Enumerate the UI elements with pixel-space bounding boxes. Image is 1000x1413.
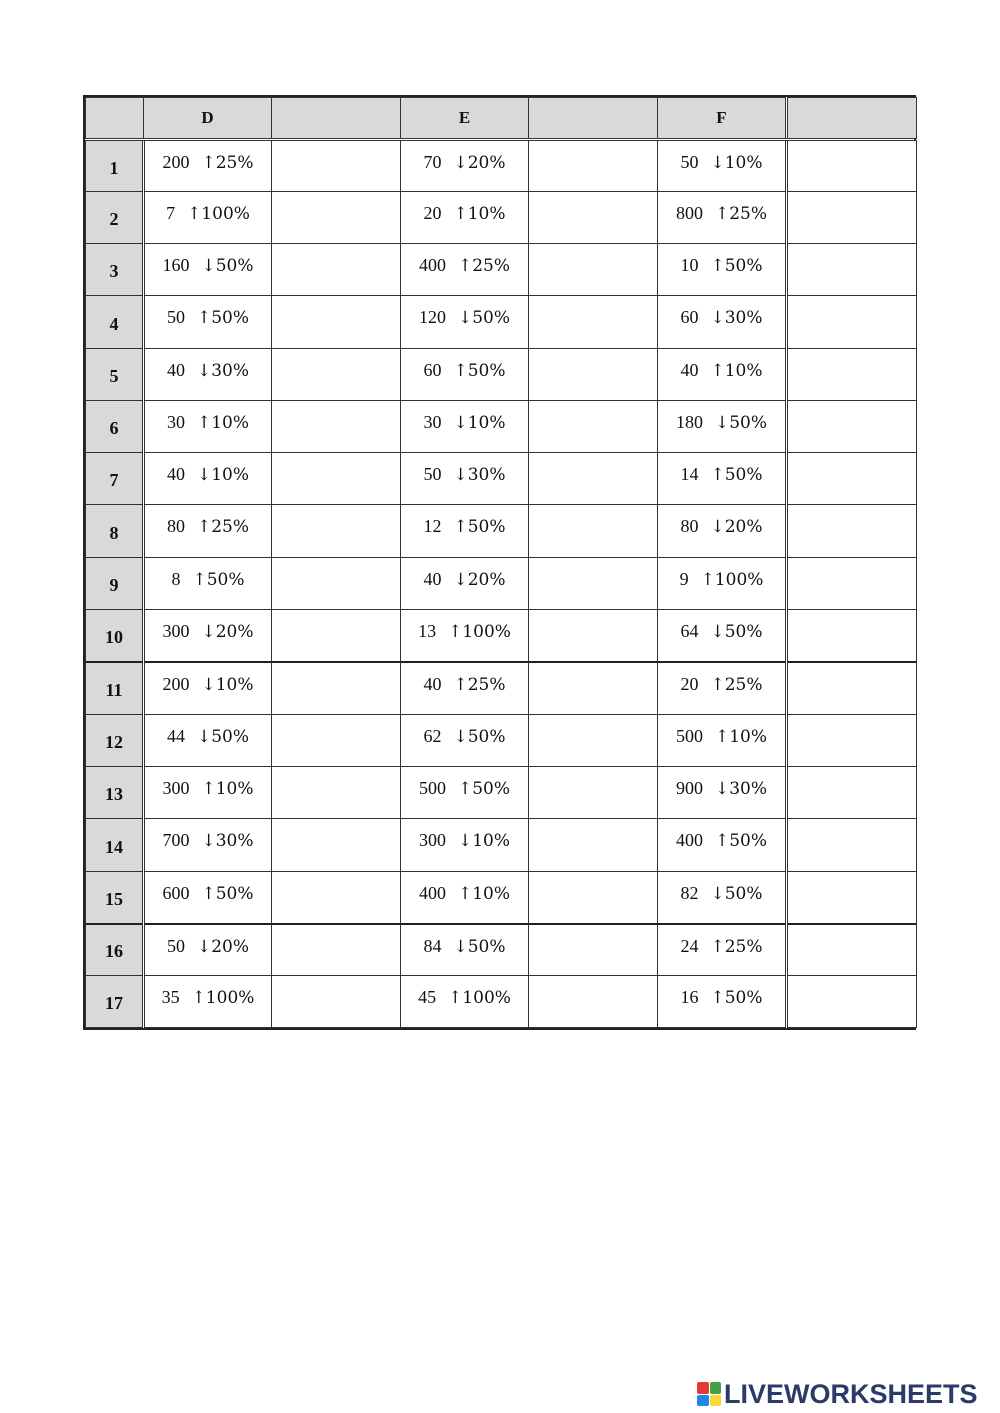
base-value: 200 <box>162 152 190 172</box>
question-cell-d <box>144 610 272 662</box>
percent-change: ↓10% <box>453 413 506 433</box>
answer-cell-e[interactable] <box>529 192 658 244</box>
logo-text: LIVEWORKSHEETS <box>724 1378 978 1409</box>
percent-change: ↑10% <box>196 413 250 433</box>
base-value: 82 <box>680 883 699 903</box>
base-value: 400 <box>675 830 703 850</box>
column-header-d-answer <box>272 98 401 140</box>
answer-cell-f[interactable] <box>787 244 917 296</box>
answer-cell-d[interactable] <box>272 715 401 767</box>
table-row <box>86 558 917 610</box>
percent-change: ↓20% <box>196 936 250 957</box>
answer-cell-e[interactable] <box>529 767 658 819</box>
base-value: 80 <box>680 516 699 536</box>
question-cell-e <box>401 558 529 610</box>
row-number: 12 <box>86 715 144 767</box>
base-value: 40 <box>166 360 185 380</box>
question-cell-d <box>144 924 272 976</box>
logo-mark-icon <box>697 1382 721 1406</box>
answer-cell-f[interactable] <box>787 767 917 819</box>
question-cell-e <box>401 924 529 976</box>
percent-change: ↓50% <box>457 308 511 328</box>
question-cell-f <box>658 349 787 401</box>
table-row <box>86 349 917 401</box>
base-value: 300 <box>162 621 190 641</box>
base-value: 64 <box>680 621 699 641</box>
worksheet-table <box>83 95 916 1030</box>
question-cell-e <box>401 505 529 558</box>
question-cell-f <box>658 453 787 505</box>
percent-change: ↓20% <box>710 517 763 537</box>
question-cell-d <box>144 872 272 924</box>
table-row <box>86 401 917 453</box>
percent-change: ↑25% <box>453 674 506 695</box>
answer-cell-d[interactable] <box>272 244 401 296</box>
table-row <box>86 662 917 715</box>
question-cell-f <box>658 924 787 976</box>
base-value: 160 <box>162 255 190 275</box>
row-number: 4 <box>86 296 144 349</box>
question-cell-e <box>401 192 529 244</box>
base-value: 700 <box>162 830 190 850</box>
base-value: 35 <box>161 987 180 1007</box>
answer-cell-d[interactable] <box>272 296 401 349</box>
question-cell-f <box>658 244 787 296</box>
answer-cell-d[interactable] <box>272 192 401 244</box>
question-cell-d <box>144 296 272 349</box>
base-value: 40 <box>423 673 442 694</box>
base-value: 400 <box>418 255 446 275</box>
question-cell-f <box>658 192 787 244</box>
percent-change: ↓30% <box>453 465 506 485</box>
liveworksheets-logo <box>697 1378 978 1410</box>
base-value: 16 <box>680 987 699 1007</box>
percent-change: ↓10% <box>457 831 511 851</box>
percent-change: ↑50% <box>710 465 763 485</box>
base-value: 900 <box>675 778 703 798</box>
row-number: 7 <box>86 453 144 505</box>
percent-change: ↑50% <box>457 779 511 799</box>
question-cell-d <box>144 558 272 610</box>
percent-change-grid <box>85 97 917 1028</box>
base-value: 300 <box>418 830 446 850</box>
row-number: 16 <box>86 924 144 976</box>
answer-cell-e[interactable] <box>529 872 658 924</box>
question-cell-f <box>658 872 787 924</box>
question-cell-f <box>658 296 787 349</box>
question-cell-e <box>401 244 529 296</box>
question-cell-d <box>144 819 272 872</box>
base-value: 9 <box>679 569 689 589</box>
column-header-f-answer <box>787 98 917 140</box>
base-value: 20 <box>680 673 699 694</box>
row-number: 1 <box>86 140 144 192</box>
percent-change: ↑50% <box>196 308 250 328</box>
base-value: 44 <box>166 726 185 746</box>
answer-cell-e[interactable] <box>529 610 658 662</box>
answer-cell-f[interactable] <box>787 453 917 505</box>
row-number: 9 <box>86 558 144 610</box>
base-value: 60 <box>423 360 442 380</box>
percent-change: ↓50% <box>453 727 506 747</box>
question-cell-d <box>144 244 272 296</box>
percent-change: ↑10% <box>710 361 763 381</box>
base-value: 30 <box>423 412 442 432</box>
question-cell-f <box>658 819 787 872</box>
percent-change: ↑25% <box>196 517 250 537</box>
percent-change: ↓50% <box>710 884 763 904</box>
table-row <box>86 872 917 924</box>
percent-change: ↑25% <box>201 153 254 173</box>
row-number: 14 <box>86 819 144 872</box>
base-value: 80 <box>166 516 185 536</box>
question-cell-f <box>658 140 787 192</box>
question-cell-d <box>144 662 272 715</box>
base-value: 13 <box>418 621 437 641</box>
answer-cell-e[interactable] <box>529 558 658 610</box>
column-header-e: E <box>401 98 529 140</box>
percent-change: ↓10% <box>201 674 254 695</box>
answer-cell-f[interactable] <box>787 715 917 767</box>
answer-cell-e[interactable] <box>529 453 658 505</box>
question-cell-d <box>144 349 272 401</box>
percent-change: ↓50% <box>201 256 254 276</box>
answer-cell-e[interactable] <box>529 976 658 1028</box>
answer-cell-f[interactable] <box>787 872 917 924</box>
question-cell-d <box>144 505 272 558</box>
question-cell-d <box>144 767 272 819</box>
base-value: 20 <box>423 203 442 223</box>
question-cell-f <box>658 662 787 715</box>
row-number: 6 <box>86 401 144 453</box>
answer-cell-f[interactable] <box>787 662 917 715</box>
answer-cell-d[interactable] <box>272 401 401 453</box>
question-cell-e <box>401 140 529 192</box>
answer-cell-e[interactable] <box>529 140 658 192</box>
percent-change: ↓30% <box>714 779 768 799</box>
table-row <box>86 819 917 872</box>
percent-change: ↑50% <box>710 988 763 1008</box>
base-value: 62 <box>423 726 442 746</box>
base-value: 45 <box>418 987 437 1007</box>
base-value: 12 <box>423 516 442 536</box>
percent-change: ↑100% <box>187 204 250 224</box>
percent-change: ↑10% <box>714 727 768 747</box>
answer-cell-f[interactable] <box>787 505 917 558</box>
column-header-e-answer <box>529 98 658 140</box>
base-value: 600 <box>162 883 190 903</box>
column-header-d: D <box>144 98 272 140</box>
base-value: 200 <box>162 673 190 694</box>
answer-cell-e[interactable] <box>529 505 658 558</box>
base-value: 50 <box>166 935 185 956</box>
base-value: 50 <box>423 464 442 484</box>
base-value: 800 <box>675 203 703 223</box>
table-row <box>86 296 917 349</box>
base-value: 70 <box>423 152 442 172</box>
row-number: 8 <box>86 505 144 558</box>
answer-cell-d[interactable] <box>272 349 401 401</box>
row-number: 3 <box>86 244 144 296</box>
answer-cell-e[interactable] <box>529 401 658 453</box>
question-cell-e <box>401 976 529 1028</box>
base-value: 30 <box>166 412 185 432</box>
question-cell-e <box>401 767 529 819</box>
base-value: 8 <box>171 569 181 589</box>
percent-change: ↑50% <box>714 831 768 851</box>
answer-cell-d[interactable] <box>272 767 401 819</box>
table-row <box>86 505 917 558</box>
percent-change: ↑100% <box>700 570 764 590</box>
answer-cell-d[interactable] <box>272 505 401 558</box>
base-value: 50 <box>166 307 185 327</box>
question-cell-d <box>144 976 272 1028</box>
answer-cell-d[interactable] <box>272 453 401 505</box>
table-row <box>86 610 917 662</box>
question-cell-f <box>658 976 787 1028</box>
table-row <box>86 715 917 767</box>
answer-cell-f[interactable] <box>787 192 917 244</box>
percent-change: ↓50% <box>714 413 768 433</box>
base-value: 10 <box>680 255 699 275</box>
question-cell-f <box>658 715 787 767</box>
answer-cell-d[interactable] <box>272 558 401 610</box>
row-number: 11 <box>86 662 144 715</box>
question-cell-f <box>658 767 787 819</box>
base-value: 50 <box>680 152 699 172</box>
table-row <box>86 453 917 505</box>
base-value: 180 <box>675 412 703 432</box>
question-cell-e <box>401 453 529 505</box>
base-value: 40 <box>166 464 185 484</box>
answer-cell-e[interactable] <box>529 662 658 715</box>
answer-cell-e[interactable] <box>529 244 658 296</box>
row-number: 2 <box>86 192 144 244</box>
percent-change: ↑50% <box>453 517 506 537</box>
header-row <box>86 98 917 140</box>
column-header-f: F <box>658 98 787 140</box>
base-value: 40 <box>680 360 699 380</box>
base-value: 400 <box>418 883 446 903</box>
percent-change: ↑100% <box>448 988 511 1008</box>
percent-change: ↓50% <box>453 936 506 957</box>
answer-cell-f[interactable] <box>787 819 917 872</box>
percent-change: ↑10% <box>453 204 506 224</box>
answer-cell-d[interactable] <box>272 976 401 1028</box>
row-number: 13 <box>86 767 144 819</box>
answer-cell-f[interactable] <box>787 924 917 976</box>
answer-cell-f[interactable] <box>787 558 917 610</box>
question-cell-e <box>401 872 529 924</box>
answer-cell-d[interactable] <box>272 662 401 715</box>
question-cell-d <box>144 192 272 244</box>
answer-cell-f[interactable] <box>787 401 917 453</box>
percent-change: ↓50% <box>710 622 763 642</box>
corner-cell <box>86 98 144 140</box>
answer-cell-e[interactable] <box>529 349 658 401</box>
row-number: 5 <box>86 349 144 401</box>
percent-change: ↑50% <box>710 256 763 276</box>
answer-cell-d[interactable] <box>272 872 401 924</box>
answer-cell-e[interactable] <box>529 296 658 349</box>
percent-change: ↑50% <box>201 884 254 904</box>
percent-change: ↓30% <box>201 831 254 851</box>
percent-change: ↓20% <box>453 153 506 173</box>
answer-cell-d[interactable] <box>272 819 401 872</box>
answer-cell-e[interactable] <box>529 819 658 872</box>
row-number: 15 <box>86 872 144 924</box>
row-number: 17 <box>86 976 144 1028</box>
percent-change: ↓30% <box>710 308 763 328</box>
answer-cell-d[interactable] <box>272 140 401 192</box>
question-cell-d <box>144 401 272 453</box>
percent-change: ↑25% <box>714 204 768 224</box>
percent-change: ↑25% <box>457 256 511 276</box>
percent-change: ↑50% <box>453 361 506 381</box>
base-value: 84 <box>423 935 442 956</box>
percent-change: ↑10% <box>457 884 511 904</box>
percent-change: ↑10% <box>201 779 254 799</box>
percent-change: ↑25% <box>710 674 763 695</box>
answer-cell-f[interactable] <box>787 610 917 662</box>
answer-cell-f[interactable] <box>787 140 917 192</box>
table-row <box>86 140 917 192</box>
question-cell-f <box>658 401 787 453</box>
percent-change: ↑100% <box>191 988 255 1008</box>
percent-change: ↓50% <box>196 727 250 747</box>
row-number: 10 <box>86 610 144 662</box>
base-value: 14 <box>680 464 699 484</box>
base-value: 120 <box>418 307 446 327</box>
percent-change: ↑25% <box>710 936 763 957</box>
answer-cell-d[interactable] <box>272 924 401 976</box>
question-cell-e <box>401 349 529 401</box>
question-cell-e <box>401 610 529 662</box>
answer-cell-e[interactable] <box>529 715 658 767</box>
percent-change: ↑100% <box>448 622 511 642</box>
question-cell-f <box>658 610 787 662</box>
answer-cell-f[interactable] <box>787 976 917 1028</box>
question-cell-e <box>401 715 529 767</box>
percent-change: ↓20% <box>453 570 506 590</box>
question-cell-d <box>144 715 272 767</box>
answer-cell-f[interactable] <box>787 296 917 349</box>
base-value: 60 <box>680 307 699 327</box>
question-cell-e <box>401 662 529 715</box>
table-row <box>86 924 917 976</box>
answer-cell-d[interactable] <box>272 610 401 662</box>
percent-change: ↓20% <box>201 622 254 642</box>
table-row <box>86 244 917 296</box>
question-cell-f <box>658 505 787 558</box>
percent-change: ↓30% <box>196 361 250 381</box>
question-cell-e <box>401 819 529 872</box>
percent-change: ↑50% <box>192 570 245 590</box>
percent-change: ↓10% <box>196 465 250 485</box>
base-value: 300 <box>162 778 190 798</box>
table-row <box>86 767 917 819</box>
table-row <box>86 192 917 244</box>
base-value: 500 <box>418 778 446 798</box>
percent-change: ↓10% <box>710 153 763 173</box>
answer-cell-f[interactable] <box>787 349 917 401</box>
table-row <box>86 976 917 1028</box>
base-value: 500 <box>675 726 703 746</box>
question-cell-e <box>401 401 529 453</box>
base-value: 40 <box>423 569 442 589</box>
base-value: 24 <box>680 935 699 956</box>
question-cell-d <box>144 140 272 192</box>
question-cell-d <box>144 453 272 505</box>
answer-cell-e[interactable] <box>529 924 658 976</box>
question-cell-f <box>658 558 787 610</box>
question-cell-e <box>401 296 529 349</box>
base-value: 7 <box>166 203 176 223</box>
